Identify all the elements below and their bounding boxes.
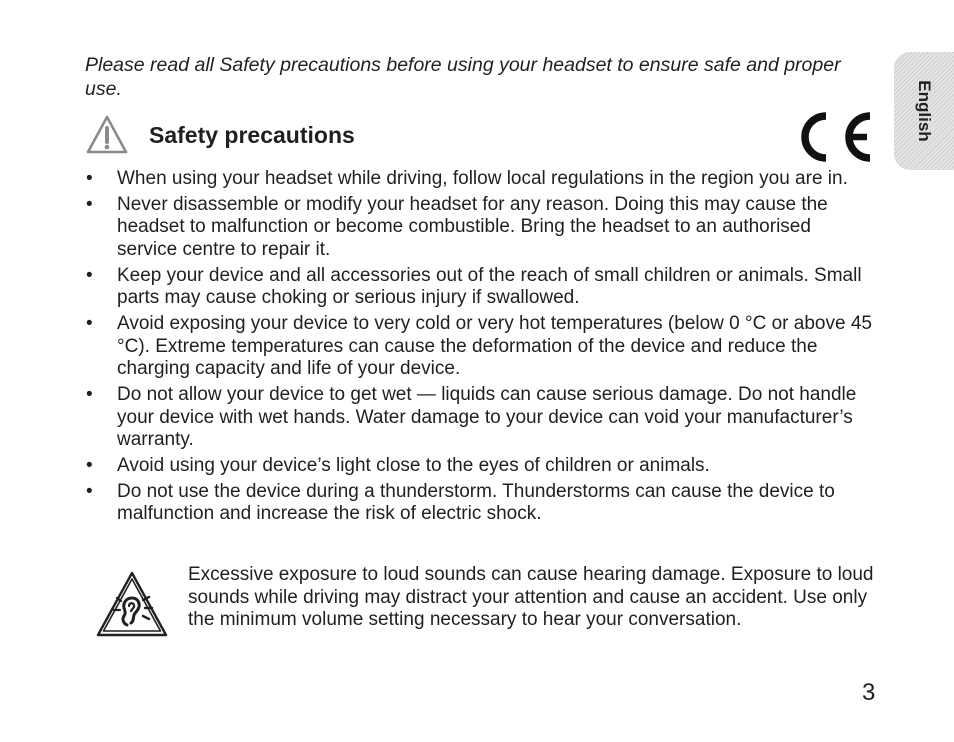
language-tab: [894, 52, 954, 170]
warning-triangle-icon: [85, 114, 129, 156]
bullet-marker: •: [86, 480, 93, 502]
safety-list: [85, 168, 875, 529]
hearing-notice: [96, 564, 876, 638]
page-number: 3: [862, 679, 876, 706]
intro-text: Please read all Safety precautions before using your headset to ensure safe and proper use.: [85, 54, 841, 100]
list-item-text: Keep your device and all accessories out of the reach of small children or animals. Small parts may cause choking or serious injury if swallowed.: [117, 264, 862, 309]
bullet-marker: •: [86, 168, 93, 189]
language-tab-label: English: [915, 80, 934, 142]
list-item-text: Avoid exposing your device to very cold or very hot temperatures (below 0 °C or above 45 °C). Extreme temperatures can cause the deformation of the device and reduce the charging capacity and life of your device.: [117, 313, 872, 380]
list-item-text: Do not allow your device to get wet — liquids can cause serious damage. Do not handle your device with wet hands. Water damage to your device can void your manufacturer’s warranty.: [117, 384, 857, 451]
list-item: [85, 168, 875, 191]
list-item-text: When using your headset while driving, follow local regulations in the region you are in.: [117, 168, 848, 189]
list-item-text: Never disassemble or modify your headset for any reason. Doing this may cause the headset to malfunction or become combustible. Bring the headset to an authorised service centre to repair it.: [117, 193, 828, 260]
bullet-marker: •: [86, 454, 93, 476]
bullet-marker: •: [86, 384, 93, 406]
hearing-notice-text: Excessive exposure to loud sounds can cause hearing damage. Exposure to loud sounds while driving may distract your attention and cause an accident. Use only the minimum volume setting necessary to hear your conversation.: [188, 564, 874, 630]
bullet-marker: •: [86, 193, 93, 215]
ce-mark-icon: [790, 108, 874, 166]
list-item: [85, 313, 875, 381]
list-item: [85, 455, 875, 478]
hearing-damage-warning-icon: [96, 570, 168, 638]
bullet-marker: •: [86, 313, 93, 335]
section-heading-row: [85, 114, 355, 156]
list-item-text: Avoid using your device’s light close to the eyes of children or animals.: [117, 454, 710, 476]
list-item: [85, 481, 875, 526]
bullet-marker: •: [86, 264, 93, 286]
list-item: [85, 384, 875, 452]
list-item: [85, 265, 875, 310]
list-item-text: Do not use the device during a thunderstorm. Thunderstorms can cause the device to malfunction and increase the risk of electric shock.: [117, 480, 835, 525]
section-title: Safety precautions: [149, 122, 355, 148]
list-item: [85, 194, 875, 262]
